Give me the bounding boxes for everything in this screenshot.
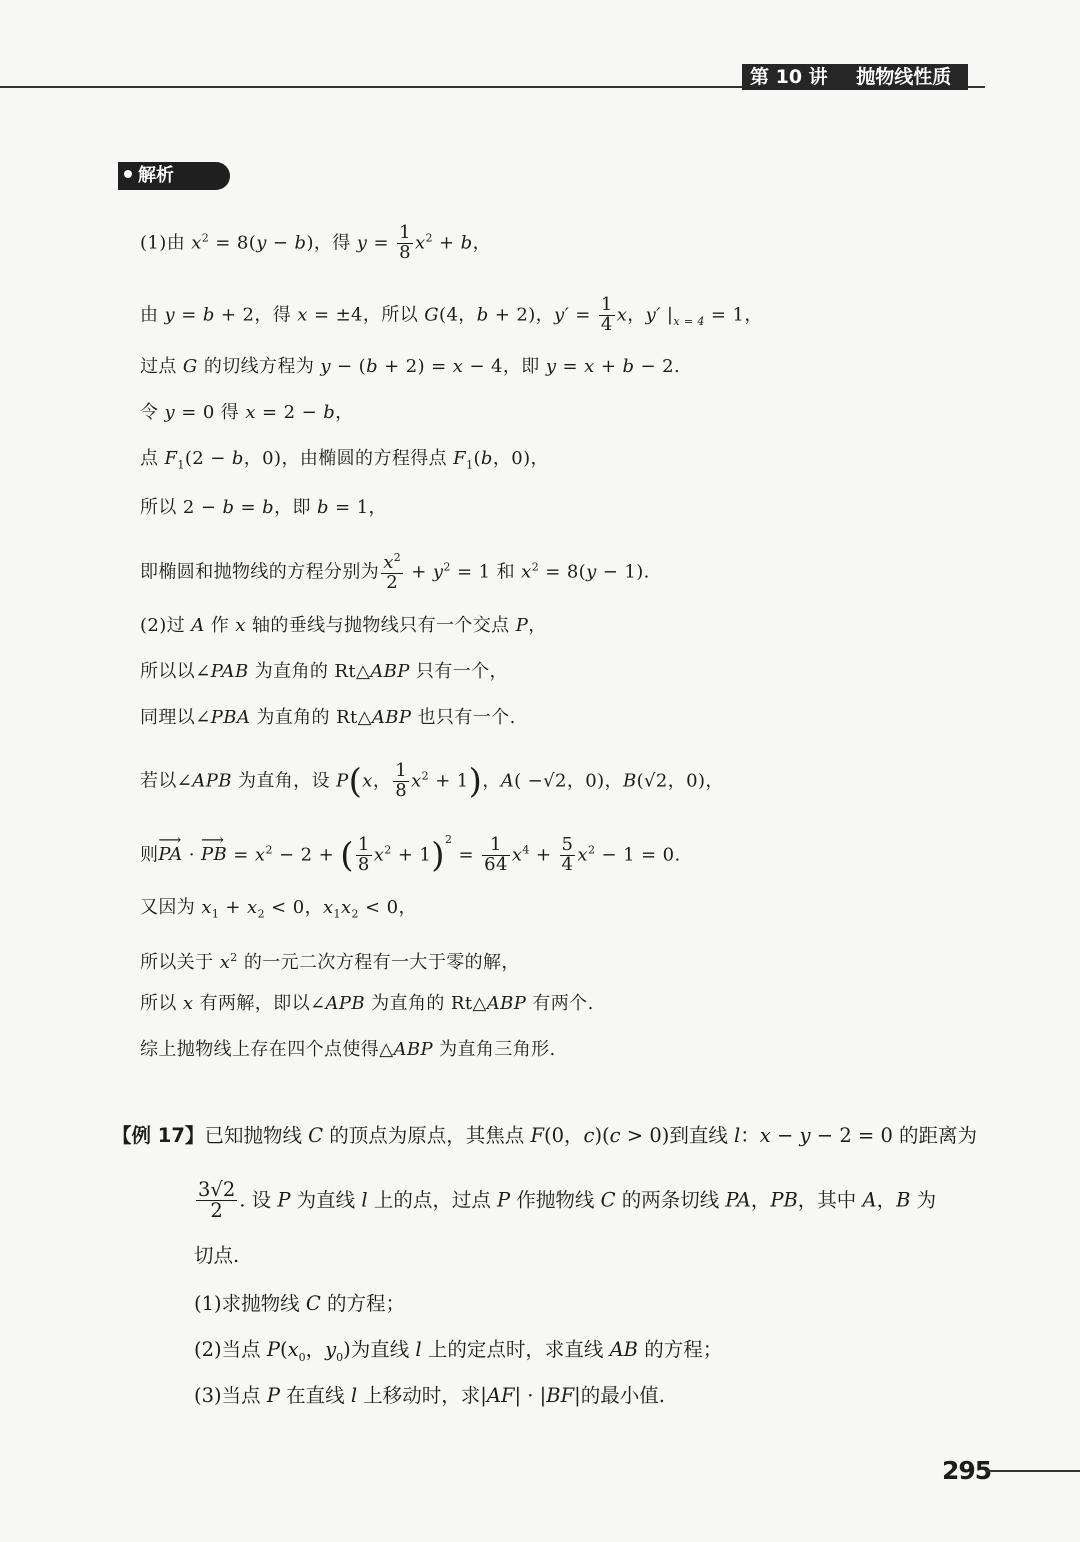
solution-line-9: 所以以∠PAB 为直角的 Rt△ABP 只有一个， xyxy=(140,661,508,682)
solution-line-10: 同理以∠PBA 为直角的 Rt△ABP 也只有一个. xyxy=(140,707,516,728)
bullet-icon xyxy=(124,170,132,178)
fraction: $\frac{x^2}{2}$ xyxy=(383,551,402,593)
lecture-topic: 抛物线性质 xyxy=(856,66,952,88)
solution-line-6: 所以 2 − b = b，即 b = 1， xyxy=(140,497,387,518)
fraction: $\frac{1}{8}$ xyxy=(395,760,408,801)
solution-line-14: 所以关于 $x^2$ 的一元二次方程有一大于零的解， xyxy=(140,951,520,973)
solution-line-16: 综上抛物线上存在四个点使得△ABP 为直角三角形. xyxy=(140,1039,556,1060)
fraction: $\frac{3√2}{2}$ xyxy=(198,1178,236,1223)
solution-line-12: 则⟶ PA · ⟶ PB = $x^2 - 2$ + ( $\frac{1}{8}$ $x^2 + 1)^2$ = $\frac{1}{64}$ $x^4$ + $\frac{5}{4}$ $x^2 - 1 = 0$. xyxy=(140,836,681,875)
solution-line-2: 由 y = b + 2，得 x = ±4，所以 G(4，b + 2)，y′ = $\frac{1}{4}$ x，y′ $|_{x = 4} = 1$， xyxy=(140,294,763,335)
solution-line-15: 所以 x 有两解，即以∠APB 为直角的 Rt△ABP 有两个. xyxy=(140,993,594,1014)
example-line-2: $\frac{3√2}{2}$ . 设 P 为直线 l 上的点，过点 P 作抛物线 C 的两条切线 PA，PB，其中 A，B 为 xyxy=(198,1178,937,1223)
fraction: $\frac{1}{4}$ xyxy=(600,294,613,335)
fraction: $\frac{1}{8}$ xyxy=(357,834,370,875)
vector-PA: ⟶ PA xyxy=(158,843,182,867)
fraction: $\frac{5}{4}$ xyxy=(561,834,574,875)
solution-badge xyxy=(118,162,230,190)
example-question-3: (3)当点 P 在直线 l 上移动时，求|AF| · |BF|的最小值. xyxy=(194,1384,665,1407)
solution-line-4: 令 y = 0 得 x = 2 − b， xyxy=(140,402,354,423)
example-line-1: 【例 17】已知抛物线 C 的顶点为原点，其焦点 F(0，c)(c > 0)到直线 l：x − y − 2 = 0 的距离为 xyxy=(112,1124,978,1147)
solution-badge-label: 解析 xyxy=(138,165,174,186)
fraction: $\frac{1}{8}$ xyxy=(399,222,411,263)
example-line-3: 切点. xyxy=(194,1244,240,1267)
example-tag: 【例 17】 xyxy=(112,1124,205,1147)
vector-PB: ⟶ PB xyxy=(201,843,227,867)
solution-line-11: 若以∠APB 为直角，设 P(x， $\frac{1}{8}$ $x^2 + 1$)，A( −√2，0)，B(√2，0)， xyxy=(140,760,724,802)
solution-line-13: 又因为 $x_1 + x_2 < 0$，$x_1x_2 < 0$， xyxy=(140,897,417,921)
example-question-2: (2)当点 $P(x_0$，$y_0$)为直线 l 上的定点时，求直线 AB 的方程； xyxy=(194,1338,723,1364)
lecture-number: 第 10 讲 xyxy=(750,66,828,88)
solution-line-7: 即椭圆和抛物线的方程分别为 $\frac{x^2}{2}$ + $y^2 = 1$ 和 $x^2 = 8(y - 1)$. xyxy=(140,551,650,593)
solution-line-5: 点 $F_1(2 - b$，0)，由椭圆的方程得点 $F_1(b$，0)， xyxy=(140,448,549,472)
solution-line-8: (2)过 A 作 x 轴的垂线与抛物线只有一个交点 P， xyxy=(140,615,547,636)
chapter-header-tab xyxy=(742,64,968,90)
footer-rule xyxy=(986,1470,1080,1472)
fraction: $\frac{1}{64}$ xyxy=(484,834,508,875)
example-question-1: (1)求抛物线 C 的方程； xyxy=(194,1292,405,1315)
solution-line-1: (1)由 $x^2 = 8(y - b)$，得 y = $\frac{1}{8}$ $x^2 + b$， xyxy=(140,222,492,263)
solution-line-3: 过点 G 的切线方程为 y − (b + 2) = x − 4，即 y = x + b − 2. xyxy=(140,356,681,377)
page-number: 295 xyxy=(942,1456,992,1485)
